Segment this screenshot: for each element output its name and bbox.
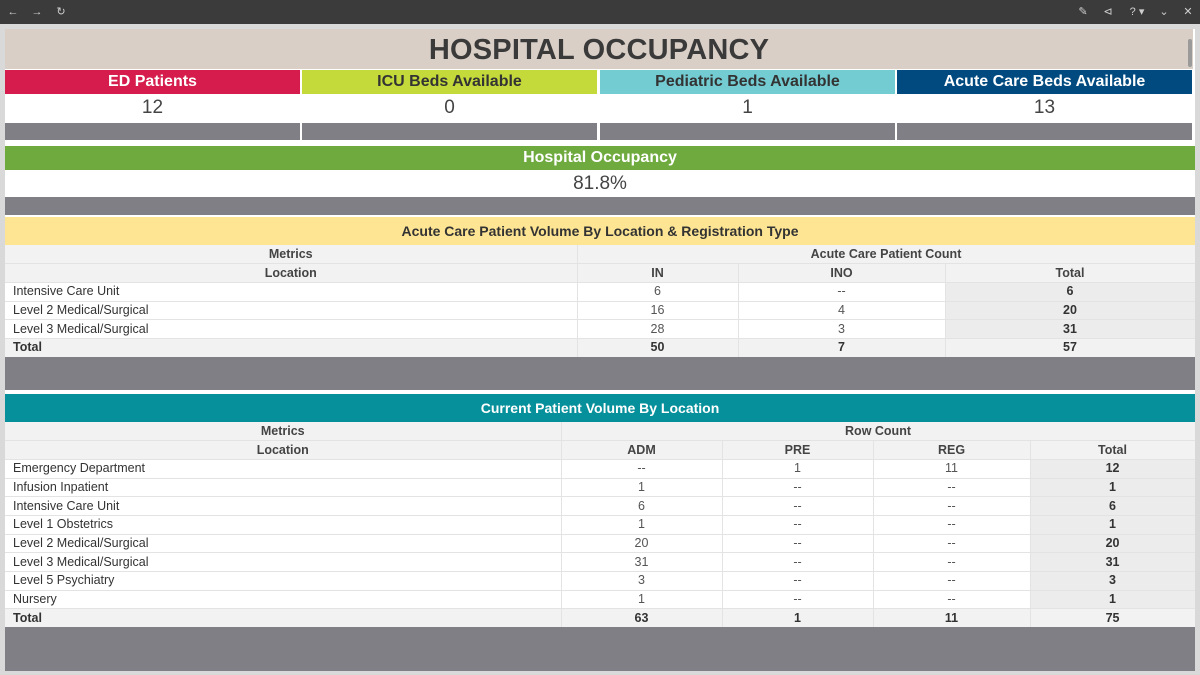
column-header: Total	[1030, 441, 1195, 460]
total-cell: 75	[1030, 609, 1195, 628]
cell: 1	[722, 459, 873, 478]
total-label: Total	[5, 338, 577, 357]
acute-care-section	[5, 217, 1195, 358]
dashboard-frame	[0, 24, 1200, 675]
location-header: Location	[5, 264, 577, 283]
total-cell: 1	[722, 609, 873, 628]
total-label: Total	[5, 609, 561, 628]
total-row	[5, 338, 1195, 357]
row-total: 12	[1030, 459, 1195, 478]
row-location: Intensive Care Unit	[5, 282, 577, 301]
row-total: 20	[1030, 534, 1195, 553]
cell: --	[722, 497, 873, 516]
section-divider	[5, 357, 1195, 390]
row-location: Level 2 Medical/Surgical	[5, 301, 577, 320]
kpi-label: Pediatric Beds Available	[600, 70, 895, 94]
row-location: Level 2 Medical/Surgical	[5, 534, 561, 553]
pencil-icon[interactable]: ✎	[1078, 6, 1088, 18]
bottom-divider	[5, 627, 1195, 671]
kpi-pediatric-beds	[600, 70, 895, 140]
row-location: Level 1 Obstetrics	[5, 515, 561, 534]
row-location: Level 3 Medical/Surgical	[5, 320, 577, 339]
help-label: ?	[1129, 6, 1136, 18]
close-icon[interactable]: ✕	[1183, 6, 1193, 18]
cell: 28	[577, 320, 738, 339]
kpi-value: 12	[5, 94, 300, 123]
cell: 1	[561, 478, 722, 497]
acute-care-title: Acute Care Patient Volume By Location & Registration Type	[5, 217, 1195, 245]
kpi-footer	[5, 123, 300, 140]
total-cell: 63	[561, 609, 722, 628]
column-header: ADM	[561, 441, 722, 460]
total-cell: 57	[945, 338, 1195, 357]
cell: 16	[577, 301, 738, 320]
table-row	[5, 534, 1195, 553]
total-cell: 7	[738, 338, 945, 357]
kpi-value: 1	[600, 94, 895, 123]
table-row	[5, 515, 1195, 534]
vertical-scrollbar[interactable]	[1188, 39, 1192, 67]
row-total: 1	[1030, 515, 1195, 534]
page-title: HOSPITAL OCCUPANCY	[5, 29, 1193, 69]
row-total: 1	[1030, 478, 1195, 497]
kpi-footer	[600, 123, 895, 140]
row-total: 6	[945, 282, 1195, 301]
share-icon[interactable]: ⊲	[1103, 6, 1113, 18]
cell: 1	[561, 590, 722, 609]
table-row	[5, 282, 1195, 301]
table-row	[5, 553, 1195, 572]
row-location: Level 3 Medical/Surgical	[5, 553, 561, 572]
cell: --	[873, 572, 1030, 591]
cell: --	[873, 534, 1030, 553]
cell: --	[561, 459, 722, 478]
browser-toolbar	[0, 0, 1200, 24]
cell: 6	[577, 282, 738, 301]
cell: --	[873, 515, 1030, 534]
cell: 1	[561, 515, 722, 534]
cell: --	[873, 478, 1030, 497]
column-header: IN	[577, 264, 738, 283]
refresh-icon[interactable]: ↻	[56, 6, 66, 18]
cell: --	[873, 590, 1030, 609]
location-header: Location	[5, 441, 561, 460]
row-location: Nursery	[5, 590, 561, 609]
table-row	[5, 497, 1195, 516]
occupancy-footer	[5, 197, 1195, 215]
group-header: Row Count	[561, 422, 1195, 441]
cell: 3	[561, 572, 722, 591]
current-volume-table	[5, 422, 1195, 628]
cell: --	[722, 515, 873, 534]
table-row	[5, 320, 1195, 339]
total-row	[5, 609, 1195, 628]
cell: 20	[561, 534, 722, 553]
row-total: 20	[945, 301, 1195, 320]
row-total: 6	[1030, 497, 1195, 516]
occupancy-label: Hospital Occupancy	[5, 146, 1195, 170]
metrics-header: Metrics	[5, 422, 561, 441]
kpi-value: 0	[302, 94, 597, 123]
row-location: Level 5 Psychiatry	[5, 572, 561, 591]
cell: 3	[738, 320, 945, 339]
forward-arrow-icon[interactable]: →	[31, 6, 43, 18]
column-header: PRE	[722, 441, 873, 460]
column-header: REG	[873, 441, 1030, 460]
row-total: 3	[1030, 572, 1195, 591]
group-header: Acute Care Patient Count	[577, 245, 1195, 264]
back-arrow-icon[interactable]: ←	[7, 6, 19, 18]
cell: --	[722, 478, 873, 497]
kpi-ed-patients	[5, 70, 300, 140]
cell: 4	[738, 301, 945, 320]
kpi-footer	[897, 123, 1192, 140]
help-icon[interactable]: ? ▾	[1129, 6, 1145, 18]
cell: 6	[561, 497, 722, 516]
kpi-label: ED Patients	[5, 70, 300, 94]
row-location: Infusion Inpatient	[5, 478, 561, 497]
cell: 11	[873, 459, 1030, 478]
kpi-footer	[302, 123, 597, 140]
table-row	[5, 572, 1195, 591]
current-volume-section	[5, 394, 1195, 628]
row-location: Emergency Department	[5, 459, 561, 478]
acute-care-table	[5, 245, 1195, 358]
cell: --	[738, 282, 945, 301]
cell: 31	[561, 553, 722, 572]
row-total: 31	[1030, 553, 1195, 572]
dashboard-page	[5, 29, 1195, 671]
table-row	[5, 590, 1195, 609]
kpi-acute-care-beds	[897, 70, 1192, 140]
table-row	[5, 301, 1195, 320]
table-row	[5, 478, 1195, 497]
cell: --	[873, 497, 1030, 516]
hospital-occupancy-tile	[5, 146, 1195, 215]
cell: --	[722, 534, 873, 553]
kpi-icu-beds	[302, 70, 597, 140]
cell: --	[722, 572, 873, 591]
row-total: 31	[945, 320, 1195, 339]
cell: --	[873, 553, 1030, 572]
kpi-label: Acute Care Beds Available	[897, 70, 1192, 94]
cell: --	[722, 553, 873, 572]
table-row	[5, 459, 1195, 478]
column-header: Total	[945, 264, 1195, 283]
column-header: INO	[738, 264, 945, 283]
chevron-down-icon[interactable]: ⌄	[1159, 6, 1169, 18]
total-cell: 11	[873, 609, 1030, 628]
current-volume-title: Current Patient Volume By Location	[5, 394, 1195, 422]
occupancy-value: 81.8%	[573, 173, 627, 194]
total-cell: 50	[577, 338, 738, 357]
row-total: 1	[1030, 590, 1195, 609]
cell: --	[722, 590, 873, 609]
row-location: Intensive Care Unit	[5, 497, 561, 516]
kpi-value: 13	[897, 94, 1192, 123]
kpi-label: ICU Beds Available	[302, 70, 597, 94]
metrics-header: Metrics	[5, 245, 577, 264]
